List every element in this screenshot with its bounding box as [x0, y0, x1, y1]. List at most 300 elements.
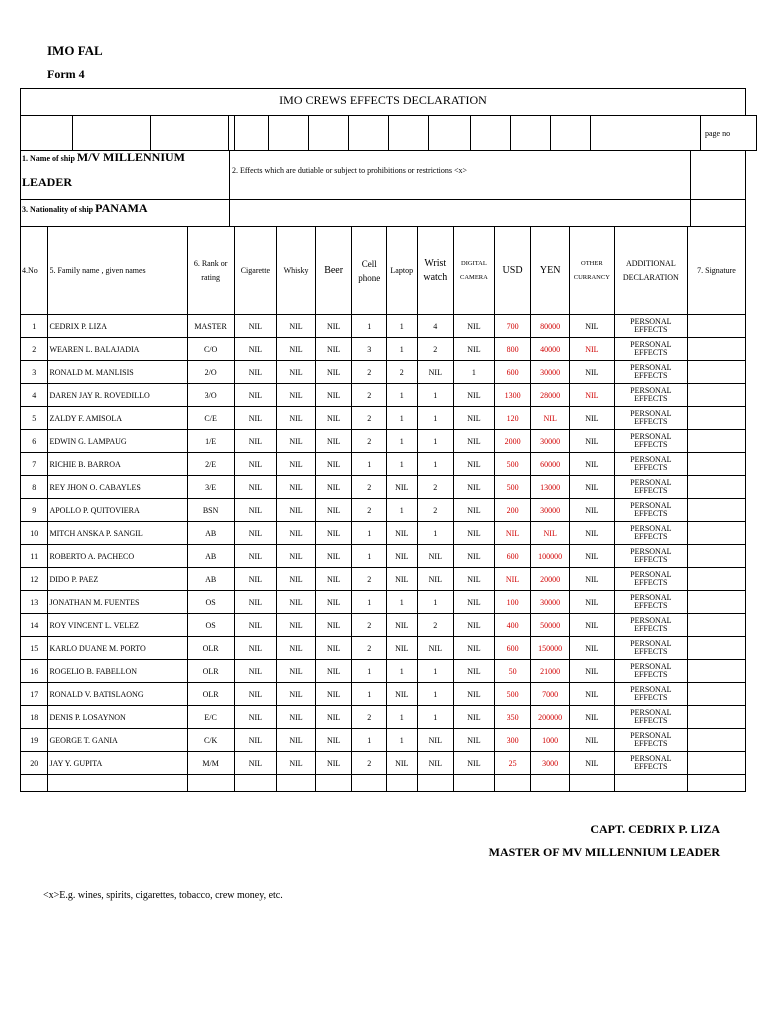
whisky-value: NIL: [277, 338, 316, 361]
blank-cell[interactable]: [531, 775, 570, 792]
additional-declaration-value: PERSONAL EFFECTS: [614, 315, 687, 338]
cigarette-value: NIL: [234, 315, 277, 338]
camera-value: NIL: [454, 476, 495, 499]
crew-rank: 2/O: [187, 361, 234, 384]
laptop-value: NIL: [387, 522, 418, 545]
camera-value: NIL: [454, 683, 495, 706]
row-number: 13: [21, 591, 48, 614]
laptop-value: 1: [387, 706, 418, 729]
col-cigarette: Cigarette: [234, 227, 277, 315]
crew-rank: BSN: [187, 499, 234, 522]
cigarette-value: NIL: [234, 407, 277, 430]
wrist-watch-value: 2: [417, 499, 454, 522]
row-number: 12: [21, 568, 48, 591]
blank-cell[interactable]: [21, 116, 73, 151]
crew-rank: 3/O: [187, 384, 234, 407]
cigarette-value: NIL: [234, 752, 277, 775]
yen-value: 50000: [531, 614, 570, 637]
row-number: 1: [21, 315, 48, 338]
camera-value: NIL: [454, 706, 495, 729]
crew-name: CEDRIX P. LIZA: [48, 315, 187, 338]
laptop-value: 1: [387, 338, 418, 361]
crew-rank: E/C: [187, 706, 234, 729]
cell-phone-value: 2: [352, 637, 387, 660]
crew-rank: 2/E: [187, 453, 234, 476]
beer-value: NIL: [315, 614, 352, 637]
usd-value: 800: [494, 338, 531, 361]
effects-note: 2. Effects which are dutiable or subject to prohibitions or restrictions <x>: [232, 166, 468, 175]
whisky-value: NIL: [277, 568, 316, 591]
camera-value: NIL: [454, 660, 495, 683]
signature-cell[interactable]: [687, 545, 745, 568]
additional-declaration-value: PERSONAL EFFECTS: [614, 499, 687, 522]
yen-value: 150000: [531, 637, 570, 660]
signature-cell[interactable]: [687, 384, 745, 407]
wrist-watch-value: NIL: [417, 361, 454, 384]
usd-value: 2000: [494, 430, 531, 453]
crew-name: MITCH ANSKA P. SANGIL: [48, 522, 187, 545]
blank-cell[interactable]: [349, 116, 389, 151]
yen-value: 60000: [531, 453, 570, 476]
table-row: [21, 591, 746, 614]
row-number: 18: [21, 706, 48, 729]
table-row: [21, 499, 746, 522]
blank-cell[interactable]: [551, 116, 591, 151]
signatory-name: CAPT. CEDRIX P. LIZA: [590, 822, 720, 836]
camera-value: NIL: [454, 384, 495, 407]
wrist-watch-value: 2: [417, 614, 454, 637]
whisky-value: NIL: [277, 476, 316, 499]
yen-value: 30000: [531, 591, 570, 614]
cigarette-value: NIL: [234, 545, 277, 568]
beer-value: NIL: [315, 729, 352, 752]
usd-value: 350: [494, 706, 531, 729]
blank-cell[interactable]: [48, 775, 187, 792]
usd-value: 400: [494, 614, 531, 637]
additional-declaration-value: PERSONAL EFFECTS: [614, 683, 687, 706]
beer-value: NIL: [315, 706, 352, 729]
cigarette-value: NIL: [234, 706, 277, 729]
other-currency-value: NIL: [569, 499, 614, 522]
additional-declaration-value: PERSONAL EFFECTS: [614, 338, 687, 361]
other-currency-value: NIL: [569, 407, 614, 430]
cigarette-value: NIL: [234, 338, 277, 361]
crew-name: ROBERTO A. PACHECO: [48, 545, 187, 568]
col-cell-phone: Cell phone: [352, 227, 387, 315]
beer-value: NIL: [315, 315, 352, 338]
yen-value: 30000: [531, 361, 570, 384]
beer-value: NIL: [315, 568, 352, 591]
laptop-value: 1: [387, 660, 418, 683]
other-currency-value: NIL: [569, 522, 614, 545]
camera-value: NIL: [454, 637, 495, 660]
other-currency-value: NIL: [569, 752, 614, 775]
blank-cell[interactable]: [511, 116, 551, 151]
row-number: 5: [21, 407, 48, 430]
blank-cell[interactable]: [151, 116, 229, 151]
blank-table-row: [21, 775, 746, 792]
camera-value: NIL: [454, 614, 495, 637]
cell-phone-value: 2: [352, 430, 387, 453]
usd-value: 300: [494, 729, 531, 752]
table-row: [21, 361, 746, 384]
beer-value: NIL: [315, 338, 352, 361]
table-row: [21, 614, 746, 637]
crew-rank: AB: [187, 545, 234, 568]
wrist-watch-value: 2: [417, 476, 454, 499]
signature-cell[interactable]: [687, 499, 745, 522]
row-number: 2: [21, 338, 48, 361]
col-other-currency: OTHER CURRANCY: [569, 227, 614, 315]
cigarette-value: NIL: [234, 591, 277, 614]
col-usd: USD: [494, 227, 531, 315]
ship-name: [22, 152, 185, 164]
camera-value: NIL: [454, 453, 495, 476]
additional-declaration-value: PERSONAL EFFECTS: [614, 476, 687, 499]
whisky-value: NIL: [277, 453, 316, 476]
yen-value: 28000: [531, 384, 570, 407]
signature-cell[interactable]: [687, 591, 745, 614]
usd-value: 500: [494, 476, 531, 499]
cigarette-value: NIL: [234, 453, 277, 476]
col-whisky: Whisky: [277, 227, 316, 315]
beer-value: NIL: [315, 499, 352, 522]
col-rank: 6. Rank or rating: [187, 227, 234, 315]
table-row: [21, 338, 746, 361]
row-number: 16: [21, 660, 48, 683]
yen-value: 7000: [531, 683, 570, 706]
wrist-watch-value: 1: [417, 453, 454, 476]
additional-declaration-value: PERSONAL EFFECTS: [614, 591, 687, 614]
cell-phone-value: 2: [352, 752, 387, 775]
blank-cell[interactable]: [315, 775, 352, 792]
usd-value: 25: [494, 752, 531, 775]
row-number: 6: [21, 430, 48, 453]
wrist-watch-value: 1: [417, 706, 454, 729]
beer-value: NIL: [315, 591, 352, 614]
laptop-value: 1: [387, 453, 418, 476]
crew-rank: 1/E: [187, 430, 234, 453]
blank-cell[interactable]: [234, 775, 277, 792]
blank-cell[interactable]: [309, 116, 349, 151]
row-number: 10: [21, 522, 48, 545]
yen-value: 21000: [531, 660, 570, 683]
blank-cell[interactable]: [352, 775, 387, 792]
table-row: [21, 407, 746, 430]
whisky-value: NIL: [277, 591, 316, 614]
crew-name: REY JHON O. CABAYLES: [48, 476, 187, 499]
yen-value: 80000: [531, 315, 570, 338]
signature-cell[interactable]: [687, 338, 745, 361]
other-currency-value: NIL: [569, 706, 614, 729]
laptop-value: NIL: [387, 637, 418, 660]
signature-cell[interactable]: [687, 660, 745, 683]
whisky-value: NIL: [277, 706, 316, 729]
signature-cell[interactable]: [687, 729, 745, 752]
additional-declaration-value: PERSONAL EFFECTS: [614, 706, 687, 729]
wrist-watch-value: 1: [417, 522, 454, 545]
blank-cell[interactable]: [614, 775, 687, 792]
blank-cell[interactable]: [494, 775, 531, 792]
blank-cell[interactable]: [454, 775, 495, 792]
other-currency-value: NIL: [569, 683, 614, 706]
crew-name: KARLO DUANE M. PORTO: [48, 637, 187, 660]
table-row: [21, 752, 746, 775]
cigarette-value: NIL: [234, 476, 277, 499]
beer-value: NIL: [315, 430, 352, 453]
col-wrist-watch: Wrist watch: [417, 227, 454, 315]
usd-value: 500: [494, 453, 531, 476]
crew-name: RONALD M. MANLISIS: [48, 361, 187, 384]
beer-value: NIL: [315, 752, 352, 775]
yen-value: 30000: [531, 430, 570, 453]
camera-value: NIL: [454, 545, 495, 568]
cigarette-value: NIL: [234, 384, 277, 407]
camera-value: 1: [454, 361, 495, 384]
crew-name: ZALDY F. AMISOLA: [48, 407, 187, 430]
blank-cell[interactable]: [269, 116, 309, 151]
crew-rank: AB: [187, 568, 234, 591]
camera-value: NIL: [454, 752, 495, 775]
wrist-watch-value: NIL: [417, 545, 454, 568]
table-header-row: [21, 227, 746, 315]
signature-cell[interactable]: [687, 637, 745, 660]
table-row: [21, 476, 746, 499]
crew-name: ROY VINCENT L. VELEZ: [48, 614, 187, 637]
yen-value: 40000: [531, 338, 570, 361]
camera-value: NIL: [454, 430, 495, 453]
wrist-watch-value: NIL: [417, 637, 454, 660]
crew-rank: M/M: [187, 752, 234, 775]
yen-value: 13000: [531, 476, 570, 499]
additional-declaration-value: PERSONAL EFFECTS: [614, 384, 687, 407]
whisky-value: NIL: [277, 637, 316, 660]
usd-value: 600: [494, 361, 531, 384]
camera-value: NIL: [454, 338, 495, 361]
camera-value: NIL: [454, 315, 495, 338]
laptop-value: 1: [387, 729, 418, 752]
yen-value: 100000: [531, 545, 570, 568]
whisky-value: NIL: [277, 614, 316, 637]
usd-value: NIL: [494, 522, 531, 545]
camera-value: NIL: [454, 568, 495, 591]
other-currency-value: NIL: [569, 660, 614, 683]
cell-phone-value: 1: [352, 591, 387, 614]
blank-cell[interactable]: [687, 775, 745, 792]
cell-phone-value: 3: [352, 338, 387, 361]
usd-value: 50: [494, 660, 531, 683]
crew-name: RONALD V. BATISLAONG: [48, 683, 187, 706]
crew-rank: 3/E: [187, 476, 234, 499]
table-row: [21, 706, 746, 729]
crew-rank: OLR: [187, 660, 234, 683]
yen-value: 1000: [531, 729, 570, 752]
table-row: [21, 545, 746, 568]
blank-cell[interactable]: [387, 775, 418, 792]
cell-phone-value: 2: [352, 407, 387, 430]
form-header-imo-fal: IMO FAL: [47, 43, 103, 58]
laptop-value: NIL: [387, 476, 418, 499]
table-row: [21, 660, 746, 683]
laptop-value: 1: [387, 315, 418, 338]
additional-declaration-value: PERSONAL EFFECTS: [614, 453, 687, 476]
camera-value: NIL: [454, 729, 495, 752]
crew-rank: OS: [187, 591, 234, 614]
additional-declaration-value: PERSONAL EFFECTS: [614, 361, 687, 384]
ship-name-value: M/V MILLENNIUM: [76, 150, 186, 164]
additional-declaration-value: PERSONAL EFFECTS: [614, 614, 687, 637]
wrist-watch-value: 1: [417, 683, 454, 706]
form-title: IMO CREWS EFFECTS DECLARATION: [20, 88, 746, 116]
additional-declaration-value: PERSONAL EFFECTS: [614, 752, 687, 775]
yen-value: NIL: [531, 407, 570, 430]
cigarette-value: NIL: [234, 568, 277, 591]
whisky-value: NIL: [277, 361, 316, 384]
wrist-watch-value: NIL: [417, 752, 454, 775]
beer-value: NIL: [315, 637, 352, 660]
wrist-watch-value: 4: [417, 315, 454, 338]
signature-cell[interactable]: [687, 683, 745, 706]
cell-phone-value: 2: [352, 361, 387, 384]
signature-cell[interactable]: [687, 752, 745, 775]
row-number: 15: [21, 637, 48, 660]
signature-cell[interactable]: [687, 361, 745, 384]
signature-cell[interactable]: [687, 568, 745, 591]
usd-value: 600: [494, 545, 531, 568]
yen-value: 30000: [531, 499, 570, 522]
table-row: [21, 453, 746, 476]
beer-value: NIL: [315, 660, 352, 683]
cell-phone-value: 2: [352, 568, 387, 591]
additional-declaration-value: PERSONAL EFFECTS: [614, 545, 687, 568]
usd-value: NIL: [494, 568, 531, 591]
crew-name: JAY Y. GUPITA: [48, 752, 187, 775]
beer-value: NIL: [315, 545, 352, 568]
usd-value: 500: [494, 683, 531, 706]
wrist-watch-value: NIL: [417, 729, 454, 752]
other-currency-value: NIL: [569, 568, 614, 591]
laptop-value: 1: [387, 430, 418, 453]
ship-name-value-line2: LEADER: [22, 175, 73, 189]
blank-cell[interactable]: [389, 116, 429, 151]
col-name: 5. Family name , given names: [48, 227, 187, 315]
row-number: 9: [21, 499, 48, 522]
blank-cell[interactable]: [277, 775, 316, 792]
nationality: [22, 201, 148, 216]
other-currency-value: NIL: [569, 545, 614, 568]
cigarette-value: NIL: [234, 729, 277, 752]
table-row: [21, 729, 746, 752]
cell-phone-value: 2: [352, 614, 387, 637]
additional-declaration-value: PERSONAL EFFECTS: [614, 660, 687, 683]
signature-cell[interactable]: [687, 706, 745, 729]
blank-cell[interactable]: [73, 116, 151, 151]
cigarette-value: NIL: [234, 683, 277, 706]
other-currency-value: NIL: [569, 614, 614, 637]
cell-phone-value: 1: [352, 660, 387, 683]
blank-cell[interactable]: [187, 775, 234, 792]
col-yen: YEN: [531, 227, 570, 315]
whisky-value: NIL: [277, 407, 316, 430]
usd-value: 120: [494, 407, 531, 430]
row-number: 11: [21, 545, 48, 568]
usd-value: 700: [494, 315, 531, 338]
signature-cell[interactable]: [687, 315, 745, 338]
other-currency-value: NIL: [569, 637, 614, 660]
yen-value: 20000: [531, 568, 570, 591]
crew-name: WEAREN L. BALAJADIA: [48, 338, 187, 361]
additional-declaration-value: PERSONAL EFFECTS: [614, 430, 687, 453]
cell-phone-value: 1: [352, 315, 387, 338]
page-number-cell[interactable]: page no: [701, 116, 757, 151]
laptop-value: 1: [387, 384, 418, 407]
row-number: 8: [21, 476, 48, 499]
signature-cell[interactable]: [687, 476, 745, 499]
blank-cell[interactable]: [429, 116, 471, 151]
beer-value: NIL: [315, 683, 352, 706]
table-row: [21, 683, 746, 706]
signature-cell[interactable]: [687, 407, 745, 430]
additional-declaration-value: PERSONAL EFFECTS: [614, 407, 687, 430]
table-row: [21, 522, 746, 545]
laptop-value: NIL: [387, 683, 418, 706]
cell-phone-value: 1: [352, 729, 387, 752]
blank-cell[interactable]: [21, 775, 48, 792]
other-currency-value: NIL: [569, 476, 614, 499]
crew-rank: OLR: [187, 683, 234, 706]
whisky-value: NIL: [277, 683, 316, 706]
laptop-value: 2: [387, 361, 418, 384]
additional-declaration-value: PERSONAL EFFECTS: [614, 729, 687, 752]
signature-cell[interactable]: [687, 453, 745, 476]
crew-name: EDWIN G. LAMPAUG: [48, 430, 187, 453]
wrist-watch-value: 1: [417, 384, 454, 407]
beer-value: NIL: [315, 453, 352, 476]
blank-cell[interactable]: [417, 775, 454, 792]
blank-cell[interactable]: [235, 116, 269, 151]
wrist-watch-value: 2: [417, 338, 454, 361]
crew-name: DAREN JAY R. ROVEDILLO: [48, 384, 187, 407]
camera-value: NIL: [454, 591, 495, 614]
cell-phone-value: 2: [352, 499, 387, 522]
blank-cell[interactable]: [591, 116, 701, 151]
crew-name: ROGELIO B. FABELLON: [48, 660, 187, 683]
crew-rank: C/O: [187, 338, 234, 361]
signature-cell[interactable]: [687, 430, 745, 453]
whisky-value: NIL: [277, 729, 316, 752]
blank-cell[interactable]: [569, 775, 614, 792]
ship-name-label: 1. Name of ship: [22, 154, 75, 163]
additional-declaration-value: PERSONAL EFFECTS: [614, 522, 687, 545]
whisky-value: NIL: [277, 660, 316, 683]
blank-cell[interactable]: [471, 116, 511, 151]
yen-value: 3000: [531, 752, 570, 775]
wrist-watch-value: 1: [417, 660, 454, 683]
row-number: 4: [21, 384, 48, 407]
col-laptop: Laptop: [387, 227, 418, 315]
whisky-value: NIL: [277, 499, 316, 522]
laptop-value: NIL: [387, 545, 418, 568]
signature-cell[interactable]: [687, 522, 745, 545]
cigarette-value: NIL: [234, 430, 277, 453]
signature-cell[interactable]: [687, 614, 745, 637]
cell-phone-value: 1: [352, 453, 387, 476]
crew-effects-table: [20, 226, 746, 792]
crew-rank: C/K: [187, 729, 234, 752]
cell-phone-value: 1: [352, 683, 387, 706]
crew-rank: AB: [187, 522, 234, 545]
laptop-value: NIL: [387, 752, 418, 775]
